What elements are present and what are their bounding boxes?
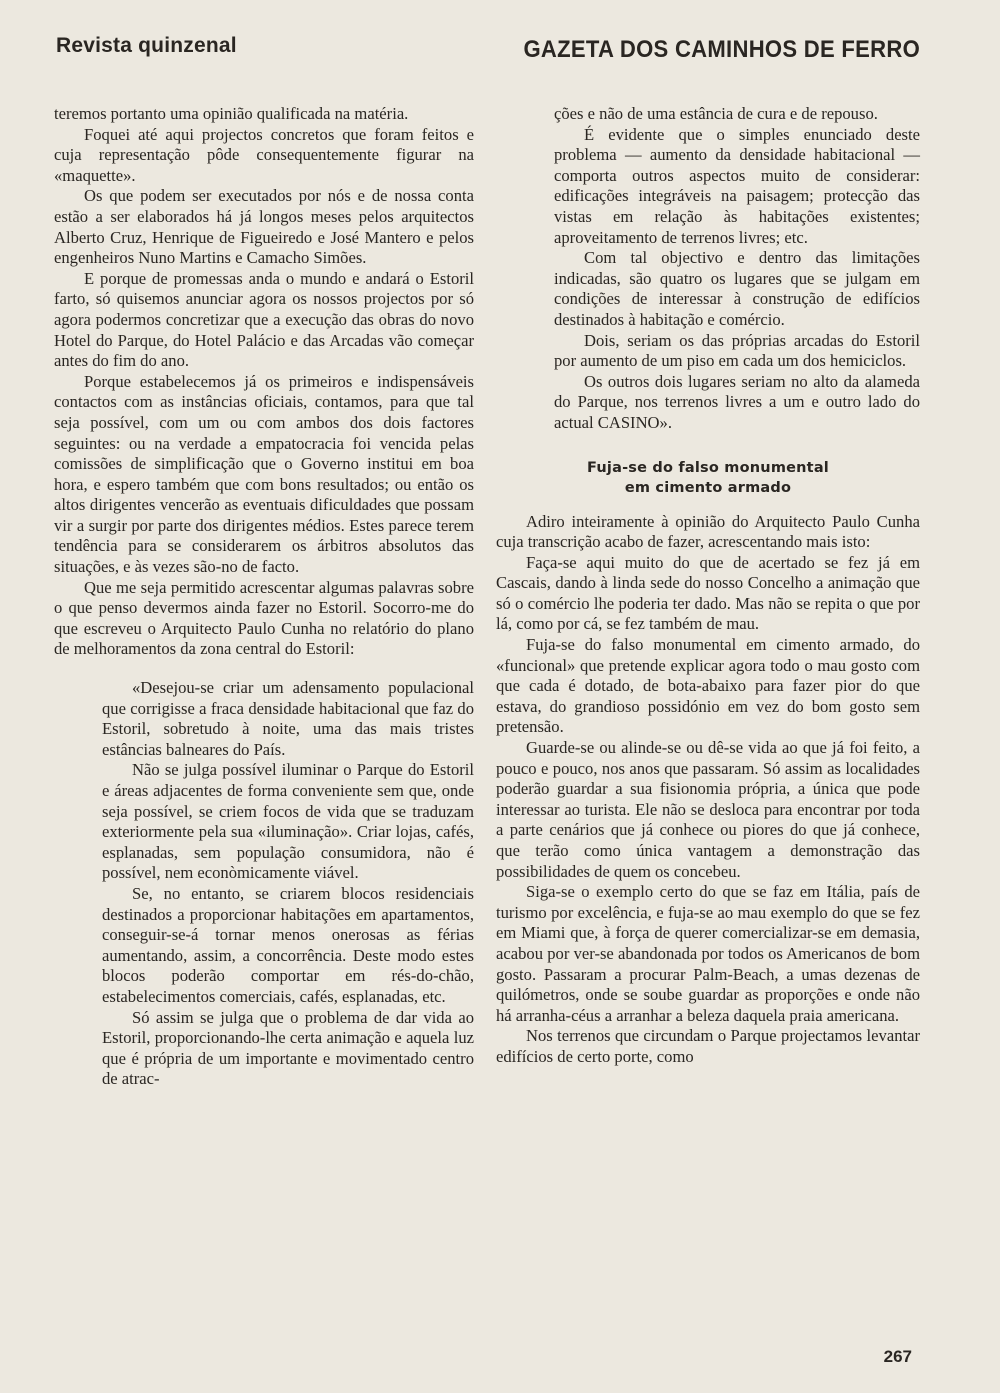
quote-paragraph: Só assim se julga que o problema de dar vida ao Estoril, proporcionando-lhe certa animação e aquela luz que é própria de um importante e movimentado centro de atrac- xyxy=(102,1007,474,1089)
paragraph: Faça-se aqui muito do que de acertado se fez já em Cascais, dando à linda sede do nosso Concelho a animação que só o comércio lhe poderia ter dado. Mas não se repita o que por lá, como por cá, se fez também de mau. xyxy=(496,552,920,634)
right-column xyxy=(496,104,920,1068)
section-title-line: em cimento armado xyxy=(624,479,792,496)
paragraph: Porque estabelecemos já os primeiros e indispensáveis contactos com as instâncias oficiais, contamos, para que tal seja possível, com um ou com ambos dos dois factores seguintes: ou na verdade a empatocracia foi vencida pelas comissões de simplificação que o Governo institui em boa hora, e espero também que com bons resultados; ou então os altos dirigentes vencerão as eventuais dificuldades que possam vir a surgir por parte dos dirigentes médios. Estes parece terem tendência para se considerarem os árbitros absolutos das situações, e às vezes são-no de facto. xyxy=(54,371,474,577)
running-header-left: Revista quinzenal xyxy=(56,34,237,57)
quote-paragraph: Os outros dois lugares seriam no alto da alameda do Parque, nos terrenos livres a um e outro lado do actual CASINO». xyxy=(554,371,920,432)
quote-paragraph: É evidente que o simples enunciado deste problema — aumento da densidade habitacional — comporta outros aspectos muito de considerar: edificações integráveis na paisagem; protecção das vistas em relação às habitações existentes; aproveitamento de terrenos livres; etc. xyxy=(554,124,920,247)
quote-paragraph: Não se julga possível iluminar o Parque do Estoril e áreas adjacentes de forma conveniente sem que, onde seja possível, se criem focos de vida que se traduzam exteriormente pela sua «iluminação». Criar lojas, cafés, esplanadas, sem população consumidora, não é possível, nem econòmicamente viável. xyxy=(102,760,474,883)
paragraph: Fuja-se do falso monumental em cimento armado, do «funcional» que pretende explicar agora todo o mau gosto com que cada é dotado, de bota-abaixo para fazer pior do que estava, do grandioso possidónio em vez do bom gosto sem pretensão. xyxy=(496,635,920,737)
paragraph: Guarde-se ou alinde-se ou dê-se vida ao que já foi feito, a pouco e pouco, nos anos que passaram. Só assim as localidades poderão guardar a sua fisionomia própria, a única que pode interessar ao turista. Ele não se desloca para encontrar por toda a parte cenários que já conhece ou piores do que já conhece, que terão como única vantagem a demonstração das possibilidades de quem os concebeu. xyxy=(496,738,920,881)
quote-paragraph: ções e não de uma estância de cura e de repouso. xyxy=(554,104,878,123)
section-title xyxy=(496,458,920,498)
page-number: 267 xyxy=(883,1347,912,1366)
paragraph: Foquei até aqui projectos concretos que foram feitos e cuja representação pôde consequentemente figurar na «maquette». xyxy=(54,124,474,185)
paragraph: Os que podem ser executados por nós e de nossa conta estão a ser elaborados há já longos meses pelos arquitectos Alberto Cruz, Henrique de Figueiredo e José Mantero e pelos engenheiros Nuno Martins e Camacho Simões. xyxy=(54,186,474,268)
block-quote xyxy=(102,678,474,1090)
paragraph: Adiro inteiramente à opinião do Arquitecto Paulo Cunha cuja transcrição acabo de fazer, acrescentando mais isto: xyxy=(496,511,920,552)
paragraph: E porque de promessas anda o mundo e andará o Estoril farto, só quisemos anunciar agora os nossos projectos por só agora podermos concretizar que a execução das obras do novo Hotel do Parque, do Hotel Palácio e das Arcadas vão começar antes do fim do ano. xyxy=(54,268,474,371)
paragraph: Que me seja permitido acrescentar algumas palavras sobre o que penso devermos ainda fazer no Estoril. Socorro-me do que escreveu o Arquitecto Paulo Cunha no relatório do plano de melhoramentos da zona central do Estoril: xyxy=(54,577,474,659)
paragraph: teremos portanto uma opinião qualificada na matéria. xyxy=(54,104,409,123)
running-header-right: GAZETA DOS CAMINHOS DE FERRO xyxy=(523,36,920,63)
left-column xyxy=(54,104,474,1090)
section-title-line: Fuja-se do falso monumental xyxy=(587,459,829,476)
quote-paragraph: Dois, seriam os das próprias arcadas do Estoril por aumento de um piso em cada um dos hemiciclos. xyxy=(554,330,920,371)
continued-quote xyxy=(496,104,920,434)
quote-paragraph: «Desejou-se criar um adensamento populacional que corrigisse a fraca densidade habitacional que faz do Estoril, sobretudo à noite, uma das mais tristes estâncias balneares do País. xyxy=(102,678,474,759)
quote-paragraph: Com tal objectivo e dentro das limitações indicadas, são quatro os lugares que se julgam em condições de interessar à construção de edifícios destinados à habitação e comércio. xyxy=(554,248,920,329)
paragraph: Siga-se o exemplo certo do que se faz em Itália, país de turismo por excelência, e fuja-se ao mau exemplo do que se fez em Miami que, à força de querer comercializar-se em demasia, acabou por ver-se abandonada por todos os Americanos de bom gosto. Passaram a procurar Palm-Beach, a umas dezenas de quilómetros, onde se soube guardar as proporções e onde não há arranha-céus a arranhar a beleza daquela praia americana. xyxy=(496,882,920,1025)
quote-paragraph: Se, no entanto, se criarem blocos residenciais destinados a proporcionar habitações em apartamentos, conseguir-se-á tornar menos onerosas as férias aumentando, assim, a concorrência. Deste modo estes blocos poderão comportar em rés-do-chão, estabelecimentos comerciais, cafés, esplanadas, etc. xyxy=(102,883,474,1006)
paragraph: Nos terrenos que circundam o Parque projectamos levantar edifícios de certo porte, como xyxy=(496,1026,920,1066)
